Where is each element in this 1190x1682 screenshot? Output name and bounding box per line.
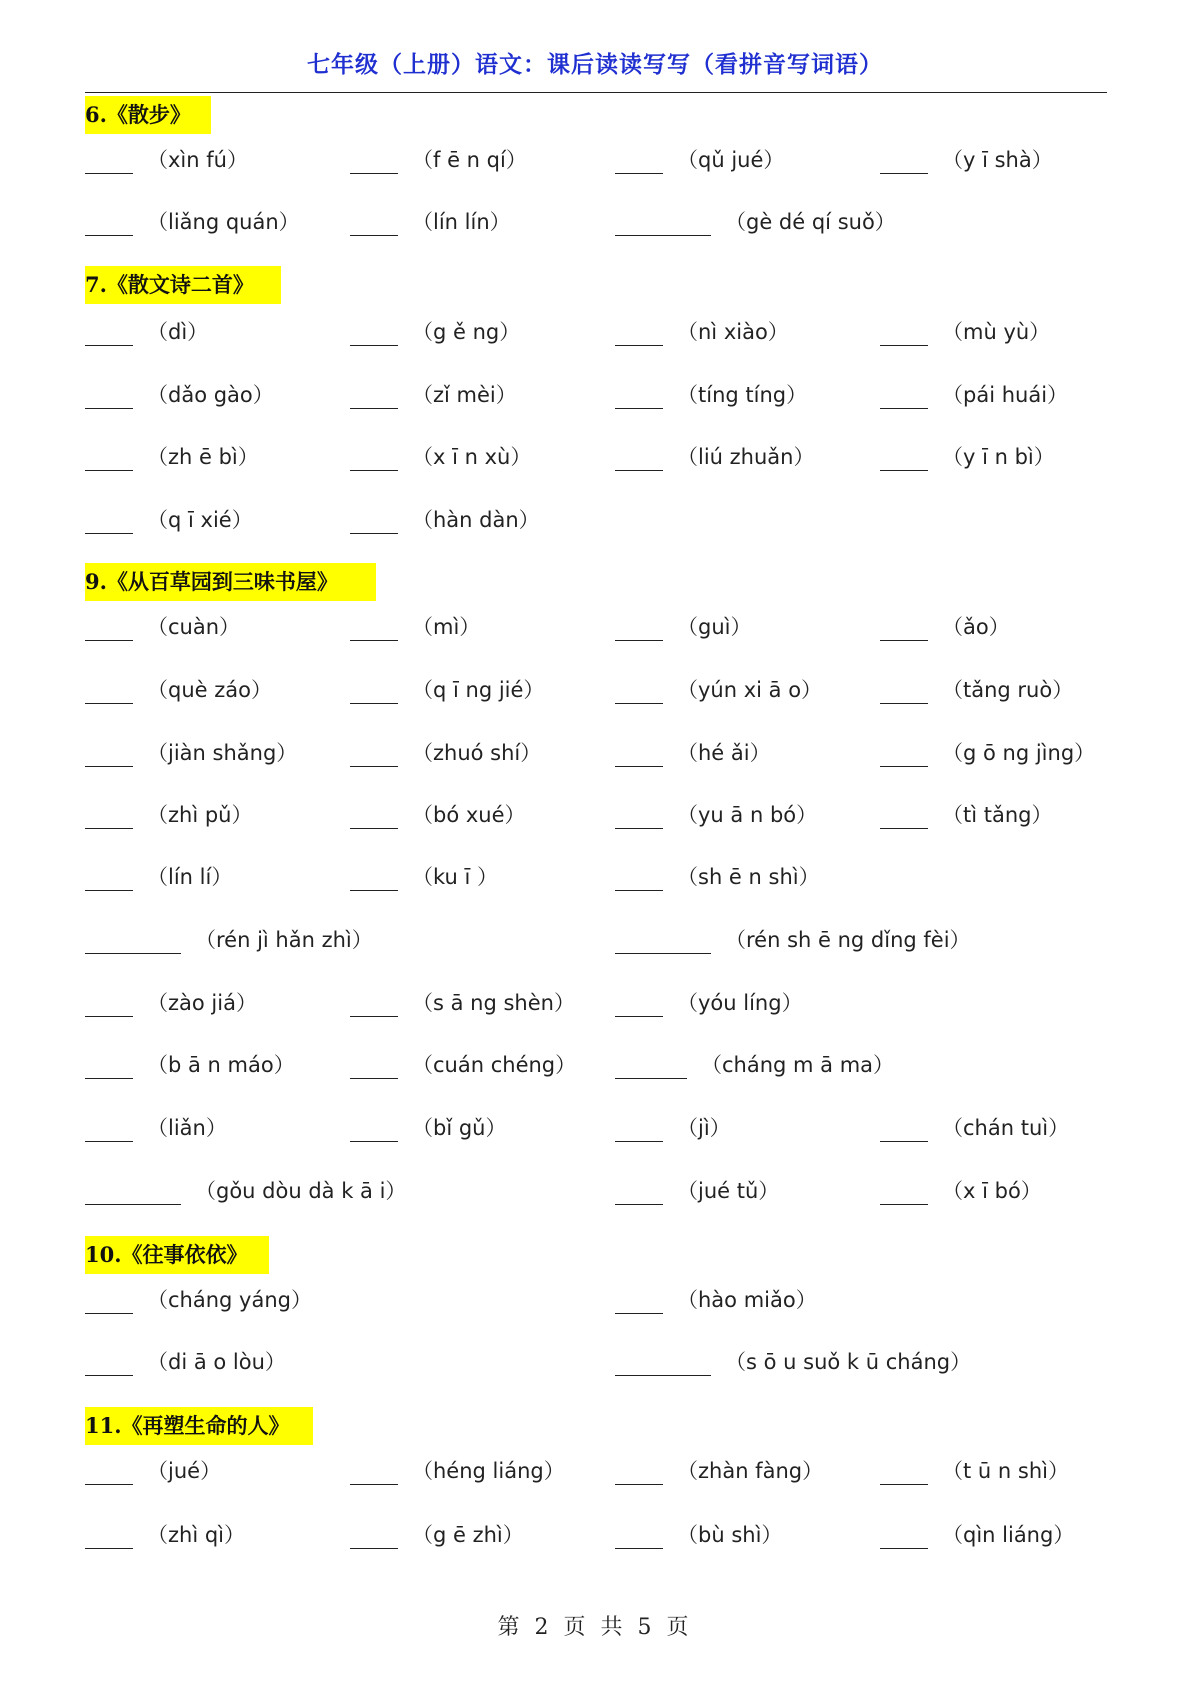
pinyin-text: （zhì pǔ）	[147, 803, 253, 827]
answer-blank[interactable]	[615, 1115, 663, 1142]
answer-blank[interactable]	[85, 927, 181, 954]
pinyin-text: （gǒu dòu dà k ā i）	[195, 1179, 407, 1203]
pinyin-text: （ǎo）	[942, 615, 1010, 639]
pinyin-item	[880, 1171, 1042, 1205]
answer-blank[interactable]	[85, 990, 133, 1017]
section-heading: 6.《散步》	[85, 96, 211, 134]
answer-blank[interactable]	[615, 614, 663, 641]
pinyin-text: （cháng m ā ma）	[701, 1053, 895, 1077]
pinyin-item	[350, 312, 520, 346]
pinyin-item	[350, 437, 531, 471]
answer-blank[interactable]	[615, 677, 663, 704]
pinyin-item	[615, 1108, 731, 1142]
answer-blank[interactable]	[350, 677, 398, 704]
answer-blank[interactable]	[350, 1052, 398, 1079]
section-heading: 10.《往事依依》	[85, 1236, 269, 1274]
pinyin-text: （qìn liáng）	[942, 1523, 1075, 1547]
pinyin-item	[350, 1451, 565, 1485]
pinyin-text: （liǎng quán）	[147, 210, 300, 234]
pinyin-item	[880, 140, 1053, 174]
pinyin-item	[85, 312, 208, 346]
answer-blank[interactable]	[615, 1178, 663, 1205]
pinyin-item	[615, 920, 971, 954]
pinyin-text: （q ī xié）	[147, 508, 253, 532]
pinyin-text: （jiàn shǎng）	[147, 741, 298, 765]
pinyin-text: （cháng yáng）	[147, 1288, 312, 1312]
header-divider	[85, 92, 1107, 93]
pinyin-text: （cuàn）	[147, 615, 241, 639]
section-heading: 9.《从百草园到三味书屋》	[85, 563, 376, 601]
pinyin-item	[85, 1171, 406, 1205]
pinyin-text: （bǐ gǔ）	[412, 1116, 507, 1140]
pinyin-item	[880, 733, 1095, 767]
pinyin-text: （g ō ng jìng）	[942, 741, 1096, 765]
answer-blank[interactable]	[350, 864, 398, 891]
pinyin-item	[615, 202, 896, 236]
pinyin-item	[615, 1171, 779, 1205]
pinyin-item	[350, 983, 575, 1017]
pinyin-text: （x ī n xù）	[412, 445, 532, 469]
pinyin-item	[615, 795, 817, 829]
pinyin-text: （g ē zhì）	[412, 1523, 524, 1547]
pinyin-item	[85, 920, 373, 954]
answer-blank[interactable]	[880, 1178, 928, 1205]
answer-blank[interactable]	[85, 319, 133, 346]
answer-blank[interactable]	[615, 740, 663, 767]
answer-blank[interactable]	[85, 677, 133, 704]
pinyin-text: （héng liáng）	[412, 1459, 565, 1483]
answer-blank[interactable]	[85, 1522, 133, 1549]
answer-blank[interactable]	[880, 319, 928, 346]
answer-blank[interactable]	[880, 740, 928, 767]
answer-blank[interactable]	[350, 444, 398, 471]
pinyin-text: （jì）	[677, 1116, 731, 1140]
pinyin-item	[615, 140, 784, 174]
pinyin-text: （tǎng ruò）	[942, 678, 1074, 702]
answer-blank[interactable]	[85, 507, 133, 534]
pinyin-text: （cuán chéng）	[412, 1053, 577, 1077]
pinyin-text: （lín lín）	[412, 210, 511, 234]
pinyin-item	[85, 1451, 221, 1485]
pinyin-item	[880, 375, 1068, 409]
pinyin-item	[85, 733, 297, 767]
pinyin-item	[350, 1045, 576, 1079]
pinyin-item	[350, 857, 498, 891]
pinyin-text: （zhì qì）	[147, 1523, 246, 1547]
answer-blank[interactable]	[85, 740, 133, 767]
answer-blank[interactable]	[350, 209, 398, 236]
answer-blank[interactable]	[880, 147, 928, 174]
pinyin-text: （b ā n máo）	[147, 1053, 295, 1077]
pinyin-text: （t ū n shì）	[942, 1459, 1069, 1483]
pinyin-text: （rén sh ē ng dǐng fèi）	[725, 928, 971, 952]
pinyin-item	[85, 1342, 286, 1376]
answer-blank[interactable]	[85, 147, 133, 174]
pinyin-text: （liǎn）	[147, 1116, 227, 1140]
pinyin-text: （rén jì hǎn zhì）	[195, 928, 373, 952]
pinyin-item	[85, 857, 232, 891]
answer-blank[interactable]	[85, 1115, 133, 1142]
answer-blank[interactable]	[615, 864, 663, 891]
pinyin-text: （gè dé qí suǒ）	[725, 210, 896, 234]
pinyin-item	[85, 1515, 245, 1549]
pinyin-text: （yóu líng）	[677, 991, 803, 1015]
pinyin-text: （s ā ng shèn）	[412, 991, 575, 1015]
pinyin-item	[615, 1280, 817, 1314]
pinyin-text: （qǔ jué）	[677, 148, 785, 172]
section-heading: 11.《再塑生命的人》	[85, 1407, 313, 1445]
pinyin-text: （zh ē bì）	[147, 445, 259, 469]
answer-blank[interactable]	[615, 444, 663, 471]
pinyin-text: （f ē n qí）	[412, 148, 527, 172]
pinyin-text: （jué tǔ）	[677, 1179, 780, 1203]
pinyin-text: （di ā o lòu）	[147, 1350, 286, 1374]
pinyin-item	[85, 1280, 312, 1314]
pinyin-item	[85, 670, 272, 704]
pinyin-text: （dǎo gào）	[147, 383, 274, 407]
answer-blank[interactable]	[880, 382, 928, 409]
answer-blank[interactable]	[350, 382, 398, 409]
pinyin-item	[880, 670, 1073, 704]
pinyin-text: （bù shì）	[677, 1523, 783, 1547]
answer-blank[interactable]	[880, 614, 928, 641]
pinyin-text: （xìn fú）	[147, 148, 248, 172]
pinyin-text: （què záo）	[147, 678, 272, 702]
answer-blank[interactable]	[350, 147, 398, 174]
pinyin-text: （zhuó shí）	[412, 741, 542, 765]
pinyin-item	[615, 607, 751, 641]
answer-blank[interactable]	[85, 209, 133, 236]
answer-blank[interactable]	[615, 927, 711, 954]
answer-blank[interactable]	[880, 444, 928, 471]
answer-blank[interactable]	[615, 1522, 663, 1549]
pinyin-item	[615, 1342, 971, 1376]
pinyin-text: （tì tǎng）	[942, 803, 1053, 827]
pinyin-item	[350, 202, 511, 236]
pinyin-item	[85, 500, 253, 534]
pinyin-text: （y ī shà）	[942, 148, 1053, 172]
answer-blank[interactable]	[880, 1115, 928, 1142]
pinyin-text: （jué）	[147, 1459, 222, 1483]
answer-blank[interactable]	[350, 1115, 398, 1142]
answer-blank[interactable]	[85, 1178, 181, 1205]
answer-blank[interactable]	[85, 1458, 133, 1485]
answer-blank[interactable]	[85, 1052, 133, 1079]
pinyin-item	[615, 857, 820, 891]
answer-blank[interactable]	[615, 147, 663, 174]
pinyin-item	[85, 437, 259, 471]
pinyin-item	[880, 1108, 1069, 1142]
pinyin-text: （g ě ng）	[412, 320, 521, 344]
pinyin-text: （yún xi ā o）	[677, 678, 823, 702]
pinyin-text: （zhàn fàng）	[677, 1459, 824, 1483]
pinyin-item	[615, 1045, 894, 1079]
pinyin-item	[880, 607, 1010, 641]
answer-blank[interactable]	[85, 1349, 133, 1376]
pinyin-text: （q ī ng jié）	[412, 678, 545, 702]
answer-blank[interactable]	[615, 319, 663, 346]
pinyin-item	[350, 1108, 506, 1142]
answer-blank[interactable]	[615, 1287, 663, 1314]
answer-blank[interactable]	[350, 740, 398, 767]
pinyin-item	[350, 733, 541, 767]
pinyin-item	[880, 1451, 1069, 1485]
pinyin-item	[615, 375, 807, 409]
pinyin-text: （liú zhuǎn）	[677, 445, 815, 469]
answer-blank[interactable]	[615, 1458, 663, 1485]
pinyin-text: （ku ī ）	[412, 865, 499, 889]
pinyin-text: （lín lí）	[147, 865, 233, 889]
pinyin-item	[85, 375, 274, 409]
pinyin-item	[880, 312, 1050, 346]
pinyin-item	[350, 795, 526, 829]
pinyin-text: （nì xiào）	[677, 320, 789, 344]
pinyin-item	[880, 795, 1053, 829]
pinyin-item	[350, 140, 527, 174]
pinyin-item	[85, 140, 248, 174]
pinyin-text: （mì）	[412, 615, 481, 639]
pinyin-item	[615, 1451, 823, 1485]
page-header-title: 七年级（上册）语文：课后读读写写（看拼音写词语）	[307, 51, 883, 78]
pinyin-item	[350, 375, 517, 409]
answer-blank[interactable]	[880, 1458, 928, 1485]
answer-blank[interactable]	[350, 319, 398, 346]
pinyin-item	[615, 733, 771, 767]
pinyin-item	[350, 607, 480, 641]
answer-blank[interactable]	[85, 802, 133, 829]
pinyin-text: （dì）	[147, 320, 209, 344]
answer-blank[interactable]	[880, 677, 928, 704]
pinyin-item	[350, 1515, 524, 1549]
answer-blank[interactable]	[615, 209, 711, 236]
pinyin-item	[615, 1515, 782, 1549]
pinyin-text: （guì）	[677, 615, 752, 639]
answer-blank[interactable]	[615, 1052, 687, 1079]
answer-blank[interactable]	[85, 444, 133, 471]
section-heading: 7.《散文诗二首》	[85, 266, 281, 304]
answer-blank[interactable]	[615, 1349, 711, 1376]
answer-blank[interactable]	[350, 990, 398, 1017]
answer-blank[interactable]	[350, 507, 398, 534]
answer-blank[interactable]	[85, 614, 133, 641]
pinyin-text: （zǐ mèi）	[412, 383, 517, 407]
pinyin-item	[615, 670, 822, 704]
pinyin-text: （yu ā n bó）	[677, 803, 818, 827]
answer-blank[interactable]	[615, 990, 663, 1017]
answer-blank[interactable]	[615, 802, 663, 829]
pinyin-item	[85, 607, 240, 641]
pinyin-text: （y ī n bì）	[942, 445, 1055, 469]
answer-blank[interactable]	[350, 802, 398, 829]
pinyin-item	[85, 1108, 227, 1142]
answer-blank[interactable]	[880, 1522, 928, 1549]
answer-blank[interactable]	[880, 802, 928, 829]
pinyin-item	[85, 983, 257, 1017]
pinyin-item	[350, 670, 544, 704]
pinyin-item	[880, 1515, 1074, 1549]
pinyin-item	[350, 500, 540, 534]
pinyin-item	[615, 437, 814, 471]
pinyin-text: （zào jiá）	[147, 991, 257, 1015]
pinyin-item	[615, 983, 803, 1017]
pinyin-text: （tíng tíng）	[677, 383, 808, 407]
pinyin-text: （bó xué）	[412, 803, 526, 827]
answer-blank[interactable]	[615, 382, 663, 409]
pinyin-item	[880, 437, 1055, 471]
pinyin-item	[85, 795, 252, 829]
pinyin-item	[85, 1045, 295, 1079]
answer-blank[interactable]	[350, 1522, 398, 1549]
pinyin-text: （mù yù）	[942, 320, 1051, 344]
answer-blank[interactable]	[350, 614, 398, 641]
pinyin-item	[85, 202, 300, 236]
pinyin-text: （sh ē n shì）	[677, 865, 820, 889]
pinyin-text: （chán tuì）	[942, 1116, 1070, 1140]
page-number: 第 2 页 共 5 页	[497, 1615, 693, 1640]
answer-blank[interactable]	[85, 382, 133, 409]
answer-blank[interactable]	[350, 1458, 398, 1485]
pinyin-text: （x ī bó）	[942, 1179, 1042, 1203]
pinyin-text: （hàn dàn）	[412, 508, 540, 532]
pinyin-text: （pái huái）	[942, 383, 1069, 407]
answer-blank[interactable]	[85, 1287, 133, 1314]
answer-blank[interactable]	[85, 864, 133, 891]
pinyin-text: （hé ǎi）	[677, 741, 771, 765]
pinyin-text: （hào miǎo）	[677, 1288, 817, 1312]
pinyin-text: （s ō u suǒ k ū cháng）	[725, 1350, 972, 1374]
pinyin-item	[615, 312, 789, 346]
